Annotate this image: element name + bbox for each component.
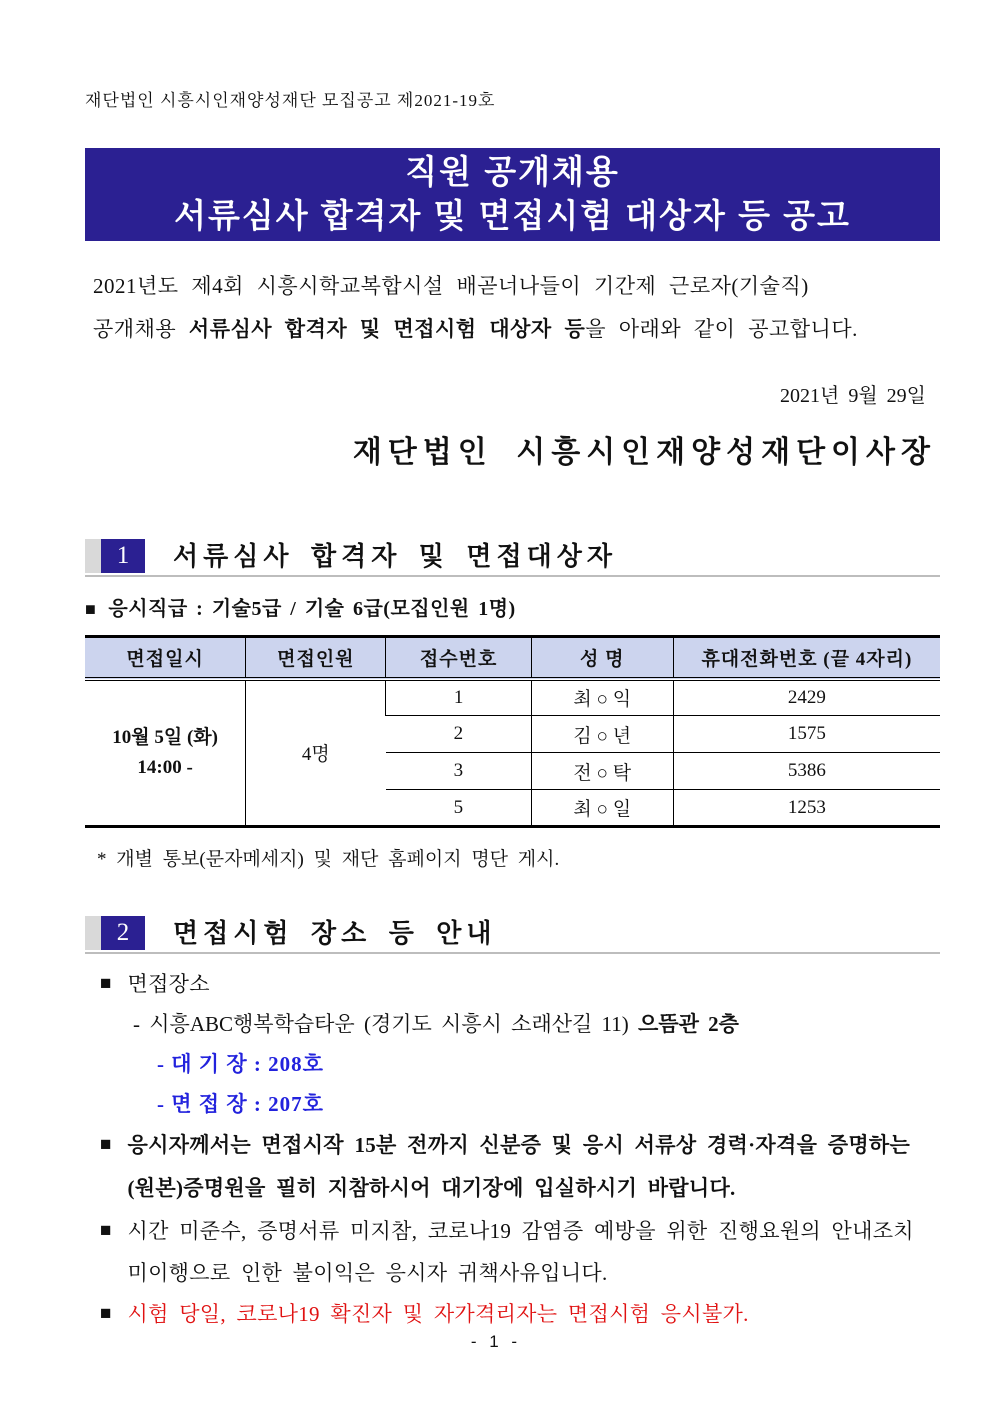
section-2-header (85, 914, 940, 954)
issuer-signature: 재단법인 시흥시인재양성재단이사장 (352, 436, 936, 469)
col-header-phone-last4: 휴대전화번호 (끝 4자리) (673, 637, 940, 679)
arrival-instructions-text: 응시자께서는 면접시작 15분 전까지 신분증 및 응시 서류상 경력·자격을 증명하는 (원본)증명원을 필히 지참하시어 대기장에 입실하시기 바랍니다. (127, 1133, 911, 1200)
bullet-responsibility-notice (100, 1210, 940, 1294)
receipt-no-cell: 3 (386, 753, 531, 790)
col-header-receipt-no: 접수번호 (386, 637, 531, 679)
banner-line-1: 직원 공개채용 (405, 153, 620, 190)
section-2-tab-decoration (85, 916, 101, 950)
applicant-rank-line (85, 595, 940, 623)
name-cell: 김 ○ 년 (531, 716, 673, 753)
receipt-no-cell: 1 (386, 679, 531, 716)
intro-line-2-tail: 을 아래와 같이 공고합니다. (585, 317, 858, 341)
square-bullet-icon: ■ (100, 1303, 112, 1324)
phone-cell: 1575 (673, 716, 940, 753)
phone-cell: 2429 (673, 679, 940, 716)
venue-label: 면접장소 (127, 972, 210, 996)
venue-address-normal: - 시흥ABC행복학습타운 (경기도 시흥시 소래산길 11) (133, 1012, 639, 1036)
venue-address-line (133, 1004, 940, 1044)
name-cell: 전 ○ 탁 (531, 753, 673, 790)
notice-number: 재단법인 시흥시인재양성재단 모집공고 제2021-19호 (85, 91, 496, 110)
bullet-arrival-instructions (100, 1124, 940, 1210)
receipt-no-cell: 2 (386, 716, 531, 753)
venue-building-bold: 으뜸관 2층 (638, 1012, 739, 1036)
intro-line-2 (93, 308, 940, 351)
col-header-headcount: 면접인원 (246, 637, 386, 679)
notification-note: * 개별 통보(문자메세지) 및 재단 홈페이지 명단 게시. (97, 849, 560, 870)
section-1-number-box: 1 (101, 539, 145, 573)
name-cell: 최 ○ 일 (531, 790, 673, 827)
section-2-body (85, 964, 940, 1334)
interview-datetime-cell (85, 679, 246, 827)
bullet-venue (100, 964, 940, 1004)
waiting-room-line: - 대 기 장 : 208호 (157, 1052, 324, 1076)
section-1-header (85, 537, 940, 577)
square-bullet-icon: ■ (100, 1220, 112, 1241)
intro-line-1: 2021년도 제4회 시흥시학교복합시설 배곧너나들이 기간제 근로자(기술직) (93, 274, 809, 298)
announcement-date: 2021년 9월 29일 (780, 385, 926, 407)
receipt-no-cell: 5 (386, 790, 531, 827)
intro-line-2-normal: 공개채용 (93, 317, 189, 341)
table-header-row (85, 637, 940, 679)
responsibility-notice-text: 시간 미준수, 증명서류 미지참, 코로나19 감염증 예방을 위한 진행요원의 안내조치 미이행으로 인한 불이익은 응시자 귀책사유입니다. (127, 1219, 914, 1285)
section-1-tab-decoration (85, 539, 101, 573)
intro-paragraph (85, 265, 940, 351)
col-header-interview-datetime: 면접일시 (85, 637, 246, 679)
square-bullet-icon: ■ (100, 1134, 112, 1155)
interview-room-line: - 면 접 장 : 207호 (157, 1092, 324, 1116)
interview-date: 10월 5일 (화) (112, 726, 218, 748)
interview-candidates-table (85, 635, 940, 828)
col-header-name: 성 명 (531, 637, 673, 679)
covid-warning-text: 시험 당일, 코로나19 확진자 및 자가격리자는 면접시험 응시불가. (127, 1302, 749, 1326)
banner-line-2: 서류심사 합격자 및 면접시험 대상자 등 공고 (174, 197, 851, 234)
page-number: - 1 - (470, 1332, 522, 1351)
section-2-title: 면접시험 장소 등 안내 (173, 918, 497, 948)
applicant-rank-text: 응시직급 : 기술5급 / 기술 6급(모집인원 1명) (108, 598, 516, 620)
table-row (85, 679, 940, 716)
bullet-covid-warning (100, 1294, 940, 1334)
intro-line-2-bold: 서류심사 합격자 및 면접시험 대상자 등 (188, 317, 586, 341)
section-1-title: 서류심사 합격자 및 면접대상자 (173, 541, 618, 571)
title-banner (85, 148, 940, 241)
phone-cell: 5386 (673, 753, 940, 790)
square-bullet-icon: ■ (100, 973, 112, 994)
name-cell: 최 ○ 익 (531, 679, 673, 716)
headcount-cell: 4명 (246, 679, 386, 827)
interview-time: 14:00 - (137, 756, 193, 778)
phone-cell: 1253 (673, 790, 940, 827)
square-bullet-icon: ■ (85, 599, 97, 619)
section-2-number-box: 2 (101, 916, 145, 950)
